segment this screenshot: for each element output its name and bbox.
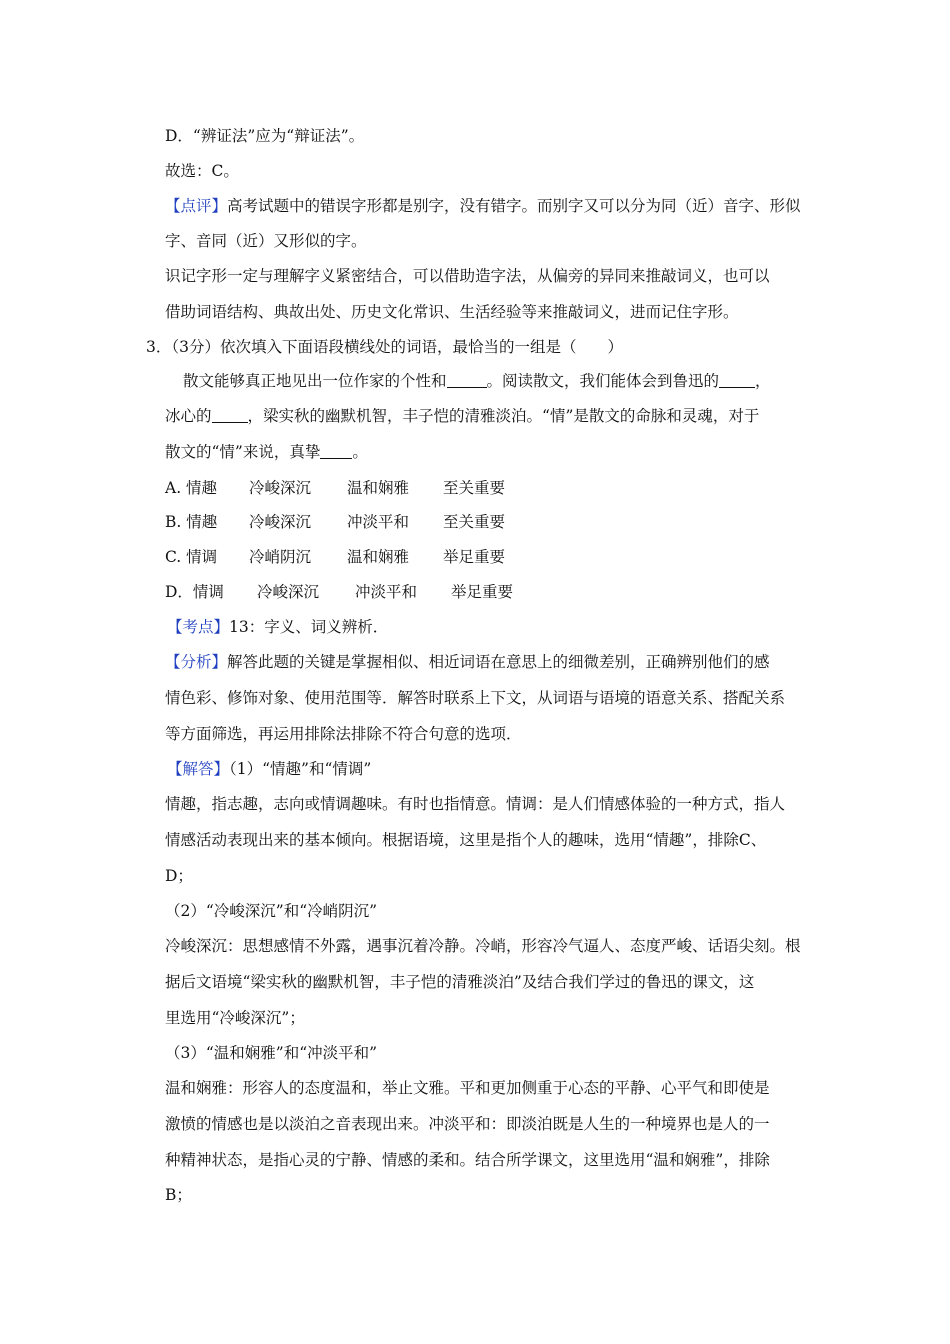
jieda-1-line-1: 情趣，指志趣，志向或情调趣味。有时也指情意。情调：是人们情感体验的一种方式，指人 <box>165 795 786 813</box>
kaodian: 【考点】13：字义、词义辨析． <box>167 618 389 636</box>
comment-line-3: 识记字形一定与理解字义紧密结合，可以借助造字法，从偏旁的异同来推敲词义，也可以 <box>165 267 770 285</box>
option-b: B. 情趣 冷峻深沉 冲淡平和 至关重要 <box>165 513 506 531</box>
passage-line-2: 冰心的 ，梁实秋的幽默机智，丰子恺的清雅淡泊。“情”是散文的命脉和灵魂，对于 <box>165 407 760 425</box>
jieda-2-heading: （2）“冷峻深沉”和“冷峭阴沉” <box>165 902 378 920</box>
passage-line-3: 散文的“情”来说，真挚 。 <box>165 443 368 461</box>
prev-option-d: D．“辨证法”应为“辩证法”。 <box>165 127 365 145</box>
jieda-3-line-1: 温和娴雅：形容人的态度温和，举止文雅。平和更加侧重于心态的平静、心平气和即使是 <box>165 1079 770 1097</box>
option-c: C. 情调 冷峭阴沉 温和娴雅 举足重要 <box>165 548 506 566</box>
jieda-heading: 【解答】（1）“情趣”和“情调” <box>167 760 372 778</box>
option-d: D．情调 冷峻深沉 冲淡平和 举足重要 <box>165 583 514 601</box>
jieda-3-heading: （3）“温和娴雅”和“冲淡平和” <box>165 1044 378 1062</box>
blank-4 <box>320 444 352 459</box>
option-a: A. 情趣 冷峻深沉 温和娴雅 至关重要 <box>165 479 506 497</box>
jieda-2-line-1: 冷峻深沉：思想感情不外露，遇事沉着冷静。冷峭，形容冷气逼人、态度严峻、话语尖刻。根 <box>165 937 801 955</box>
question-3-stem: 3．（3分）依次填入下面语段横线处的词语，最恰当的一组是（ ） <box>146 338 623 356</box>
fenxi-line-2: 情色彩、修饰对象、使用范围等．解答时联系上下文，从词语与语境的语意关系、搭配关系 <box>165 689 786 707</box>
fenxi-line-3: 等方面筛选，再运用排除法排除不符合句意的选项． <box>165 725 522 743</box>
blank-1 <box>447 373 487 388</box>
blank-3 <box>212 408 248 423</box>
comment-line-1: 【点评】高考试题中的错误字形都是别字，没有错字。而别字又可以分为同（近）音字、形似 <box>165 197 801 215</box>
comment-line-2: 字、音同（近）又形似的字。 <box>165 232 367 250</box>
jieda-2-line-3: 里选用“冷峻深沉”； <box>165 1009 305 1027</box>
prev-answer: 故选：C。 <box>165 162 239 180</box>
jieda-1-line-2: 情感活动表现出来的基本倾向。根据语境，这里是指个人的趣味，选用“情趣”，排除C、 <box>165 831 767 849</box>
fenxi-line-1: 【分析】解答此题的关键是掌握相似、相近词语在意思上的细微差别，正确辨别他们的感 <box>165 653 770 671</box>
jieda-3-line-3: 种精神状态，是指心灵的宁静、情感的柔和。结合所学课文，这里选用“温和娴雅”，排除 <box>165 1151 770 1169</box>
fenxi-tag: 【分析】 <box>165 653 228 671</box>
jieda-tag: 【解答】 <box>167 760 230 778</box>
comment-line-4: 借助词语结构、典故出处、历史文化常识、生活经验等来推敲词义，进而记住字形。 <box>165 303 739 321</box>
jieda-1-line-3: D； <box>165 867 193 885</box>
blank-2 <box>719 373 755 388</box>
comment-tag: 【点评】 <box>165 197 228 215</box>
jieda-2-line-2: 据后文语境“梁实秋的幽默机智，丰子恺的清雅淡泊”及结合我们学过的鲁迅的课文，这 <box>165 973 755 991</box>
jieda-3-line-2: 激愤的情感也是以淡泊之音表现出来。冲淡平和：即淡泊既是人生的一种境界也是人的一 <box>165 1115 770 1133</box>
kaodian-tag: 【考点】 <box>167 618 230 636</box>
passage-line-1: 散文能够真正地见出一位作家的个性和 。阅读散文，我们能体会到鲁迅的 ， <box>183 372 771 390</box>
jieda-3-line-4: B； <box>165 1186 192 1204</box>
